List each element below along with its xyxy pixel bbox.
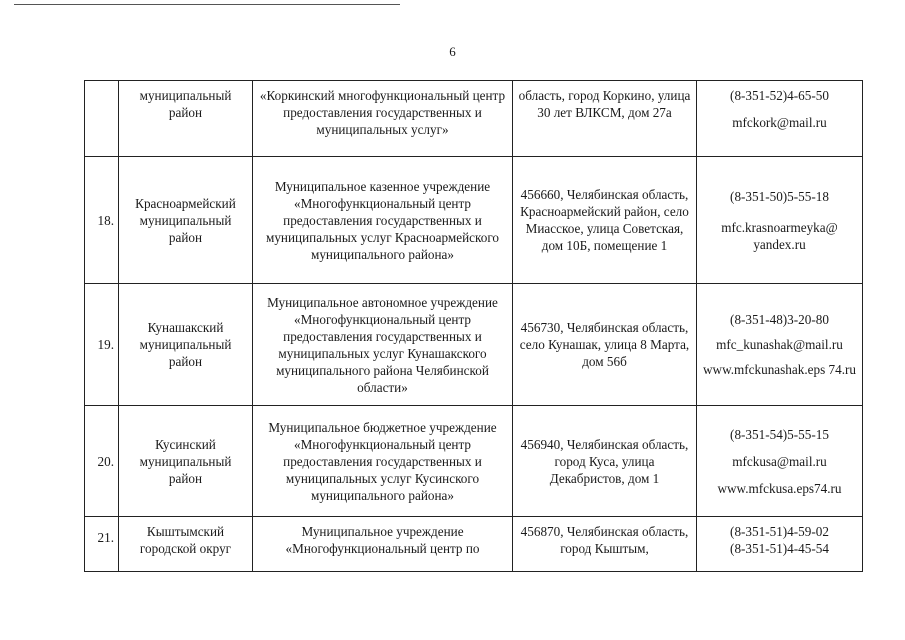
table-row [85, 284, 863, 406]
address-cell: 456940, Челябинская область, город Куса, улица Декабристов, дом 1 [513, 406, 697, 517]
row-number: 21. [85, 517, 119, 572]
district-cell: Кусинский муниципальный район [119, 406, 253, 517]
row-number: 19. [85, 284, 119, 406]
page-number: 6 [449, 44, 456, 59]
district-cell: Кунашакский муниципальный район [119, 284, 253, 406]
district-cell: Красноармейский муниципальный район [119, 157, 253, 284]
email[interactable]: mfckusa@mail.ru [732, 453, 827, 469]
phone-secondary: (8-351-51)4-45-54 [730, 541, 829, 556]
row-number: 18. [85, 157, 119, 284]
contact-cell [697, 81, 863, 157]
email[interactable]: mfc.krasnoarmeyka@ yandex.ru [721, 219, 838, 252]
contact-cell [697, 157, 863, 284]
address-cell: 456870, Челябинская область, город Кыштым, [513, 517, 697, 572]
phone: (8-351-48)3-20-80 [730, 312, 829, 327]
organization-cell: Муниципальное казенное учреждение «Многофункциональный центр предоставления государственных и муниципальных услуг Красноармейского муниципального района» [253, 157, 513, 284]
table-row [85, 81, 863, 157]
website[interactable]: www.mfckunashak.eps 74.ru [703, 362, 856, 377]
district-cell: муниципальный район [119, 81, 253, 157]
email[interactable]: mfc_kunashak@mail.ru [716, 337, 843, 352]
phone: (8-351-51)4-59-02 [730, 524, 829, 539]
row-number: 20. [85, 406, 119, 517]
district-cell: Кыштымский городской округ [119, 517, 253, 572]
organization-cell: Муниципальное бюджетное учреждение «Многофункциональный центр предоставления государственных и муниципальных услуг Кусинского муниципального района» [253, 406, 513, 517]
email[interactable]: mfckork@mail.ru [732, 115, 827, 130]
address-cell: область, город Коркино, улица 30 лет ВЛКСМ, дом 27а [513, 81, 697, 157]
phone: (8-351-50)5-55-18 [730, 188, 829, 204]
table-row [85, 517, 863, 572]
contact-cell [697, 517, 863, 572]
table-row [85, 406, 863, 517]
address-cell: 456730, Челябинская область, село Кунашак, улица 8 Марта, дом 56б [513, 284, 697, 406]
table-row [85, 157, 863, 284]
contact-cell [697, 284, 863, 406]
phone: (8-351-54)5-55-15 [730, 426, 829, 442]
organization-cell: Муниципальное автономное учреждение «Многофункциональный центр предоставления государственных и муниципальных услуг Кунашакского муниципального района Челябинской области» [253, 284, 513, 406]
address-cell: 456660, Челябинская область, Красноармейский район, село Миасское, улица Советская, дом 10Б, помещение 1 [513, 157, 697, 284]
mfc-registry-table [84, 80, 863, 572]
phone: (8-351-52)4-65-50 [730, 88, 829, 103]
website[interactable]: www.mfckusa.eps74.ru [717, 480, 842, 496]
contact-cell [697, 406, 863, 517]
top-rule [14, 4, 400, 5]
organization-cell: «Коркинский многофункциональный центр предоставления государственных и муниципальных услуг» [253, 81, 513, 157]
row-number [85, 81, 119, 157]
organization-cell: Муниципальное учреждение «Многофункциональный центр по [253, 517, 513, 572]
